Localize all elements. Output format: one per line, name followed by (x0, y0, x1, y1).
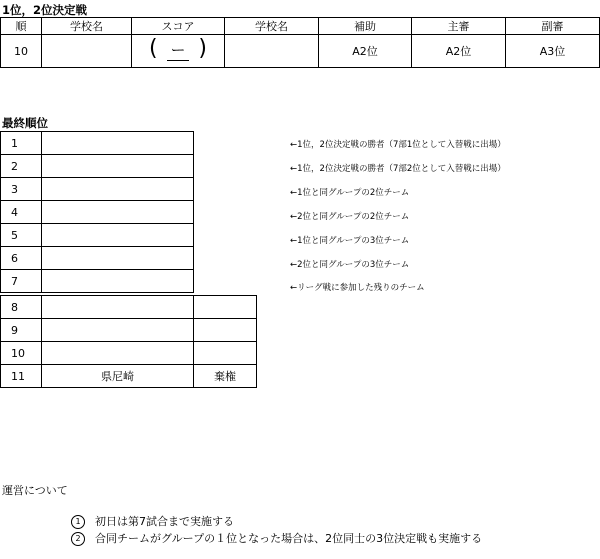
score-separator: ー (170, 41, 186, 59)
header-order: 順 (1, 18, 42, 35)
circled-number-icon: 1 (71, 515, 85, 529)
rank-note (194, 296, 257, 319)
rank-school (42, 132, 194, 155)
rank-number: 8 (1, 296, 42, 319)
rank-school (42, 201, 194, 224)
match-school-a (42, 35, 132, 68)
rank-school (42, 342, 194, 365)
decider-header-row (1, 18, 600, 35)
header-sub-referee: 副審 (506, 18, 600, 35)
side-note-3: ←1位と同グループの2位チーム (290, 188, 410, 198)
ranking-row-1 (1, 132, 194, 155)
ranking-row-2 (1, 155, 194, 178)
rank-number: 5 (1, 224, 42, 247)
score-underline (167, 60, 189, 61)
match-assistant: A2位 (319, 35, 412, 68)
ranking-row-7 (1, 270, 194, 293)
score-brackets (149, 36, 207, 63)
side-note-1: ←1位，2位決定戦の勝者（7部1位として入替戦に出場） (290, 140, 506, 150)
operation-item-text: 初日は第7試合まで実施する (95, 515, 234, 528)
ranking-row-4 (1, 201, 194, 224)
final-ranking-table-top (0, 131, 194, 293)
left-paren-icon: ( (149, 36, 158, 61)
rank-school (42, 178, 194, 201)
rank-school (42, 155, 194, 178)
ranking-row-3 (1, 178, 194, 201)
match-chief-referee: A2位 (412, 35, 506, 68)
ranking-row-6 (1, 247, 194, 270)
match-score (132, 35, 225, 68)
match-number: 10 (1, 35, 42, 68)
header-assistant: 補助 (319, 18, 412, 35)
rank-number: 4 (1, 201, 42, 224)
side-note-2: ←1位，2位決定戦の勝者（7部2位として入替戦に出場） (290, 164, 506, 174)
ranking-row-9 (1, 319, 257, 342)
decider-title: 1位，2位決定戦 (2, 3, 88, 17)
final-title: 最終順位 (2, 116, 48, 130)
header-score: スコア (132, 18, 225, 35)
operation-item-1 (71, 513, 234, 529)
rank-number: 3 (1, 178, 42, 201)
rank-number: 2 (1, 155, 42, 178)
rank-school (42, 224, 194, 247)
rank-school: 県尼崎 (42, 365, 194, 388)
side-note-4: ←2位と同グループの2位チーム (290, 212, 410, 222)
ranking-row-11 (1, 365, 257, 388)
side-note-6: ←2位と同グループの3位チーム (290, 260, 410, 270)
operation-item-2 (71, 530, 482, 546)
rank-note: 棄権 (194, 365, 257, 388)
match-sub-referee: A3位 (506, 35, 600, 68)
rank-school (42, 270, 194, 293)
header-school-b: 学校名 (225, 18, 319, 35)
header-school-a: 学校名 (42, 18, 132, 35)
ranking-row-5 (1, 224, 194, 247)
decider-match-row (1, 35, 600, 68)
rank-number: 10 (1, 342, 42, 365)
final-ranking-table-bottom (0, 295, 257, 388)
rank-number: 6 (1, 247, 42, 270)
circled-number-icon: 2 (71, 532, 85, 546)
header-chief-referee: 主審 (412, 18, 506, 35)
decider-table (0, 17, 600, 68)
rank-number: 7 (1, 270, 42, 293)
rank-school (42, 296, 194, 319)
right-paren-icon: ) (198, 36, 207, 61)
rank-school (42, 247, 194, 270)
rank-number: 1 (1, 132, 42, 155)
rank-number: 11 (1, 365, 42, 388)
rank-school (42, 319, 194, 342)
rank-number: 9 (1, 319, 42, 342)
side-note-7: ←リーグ戦に参加した残りのチーム (290, 283, 425, 293)
ranking-row-8 (1, 296, 257, 319)
rank-note (194, 342, 257, 365)
side-note-5: ←1位と同グループの3位チーム (290, 236, 410, 246)
match-school-b (225, 35, 319, 68)
operation-heading: 運営について (2, 484, 68, 497)
ranking-row-10 (1, 342, 257, 365)
operation-item-text: 合同チームがグループの１位となった場合は、2位同士の3位決定戦も実施する (95, 532, 483, 545)
rank-note (194, 319, 257, 342)
